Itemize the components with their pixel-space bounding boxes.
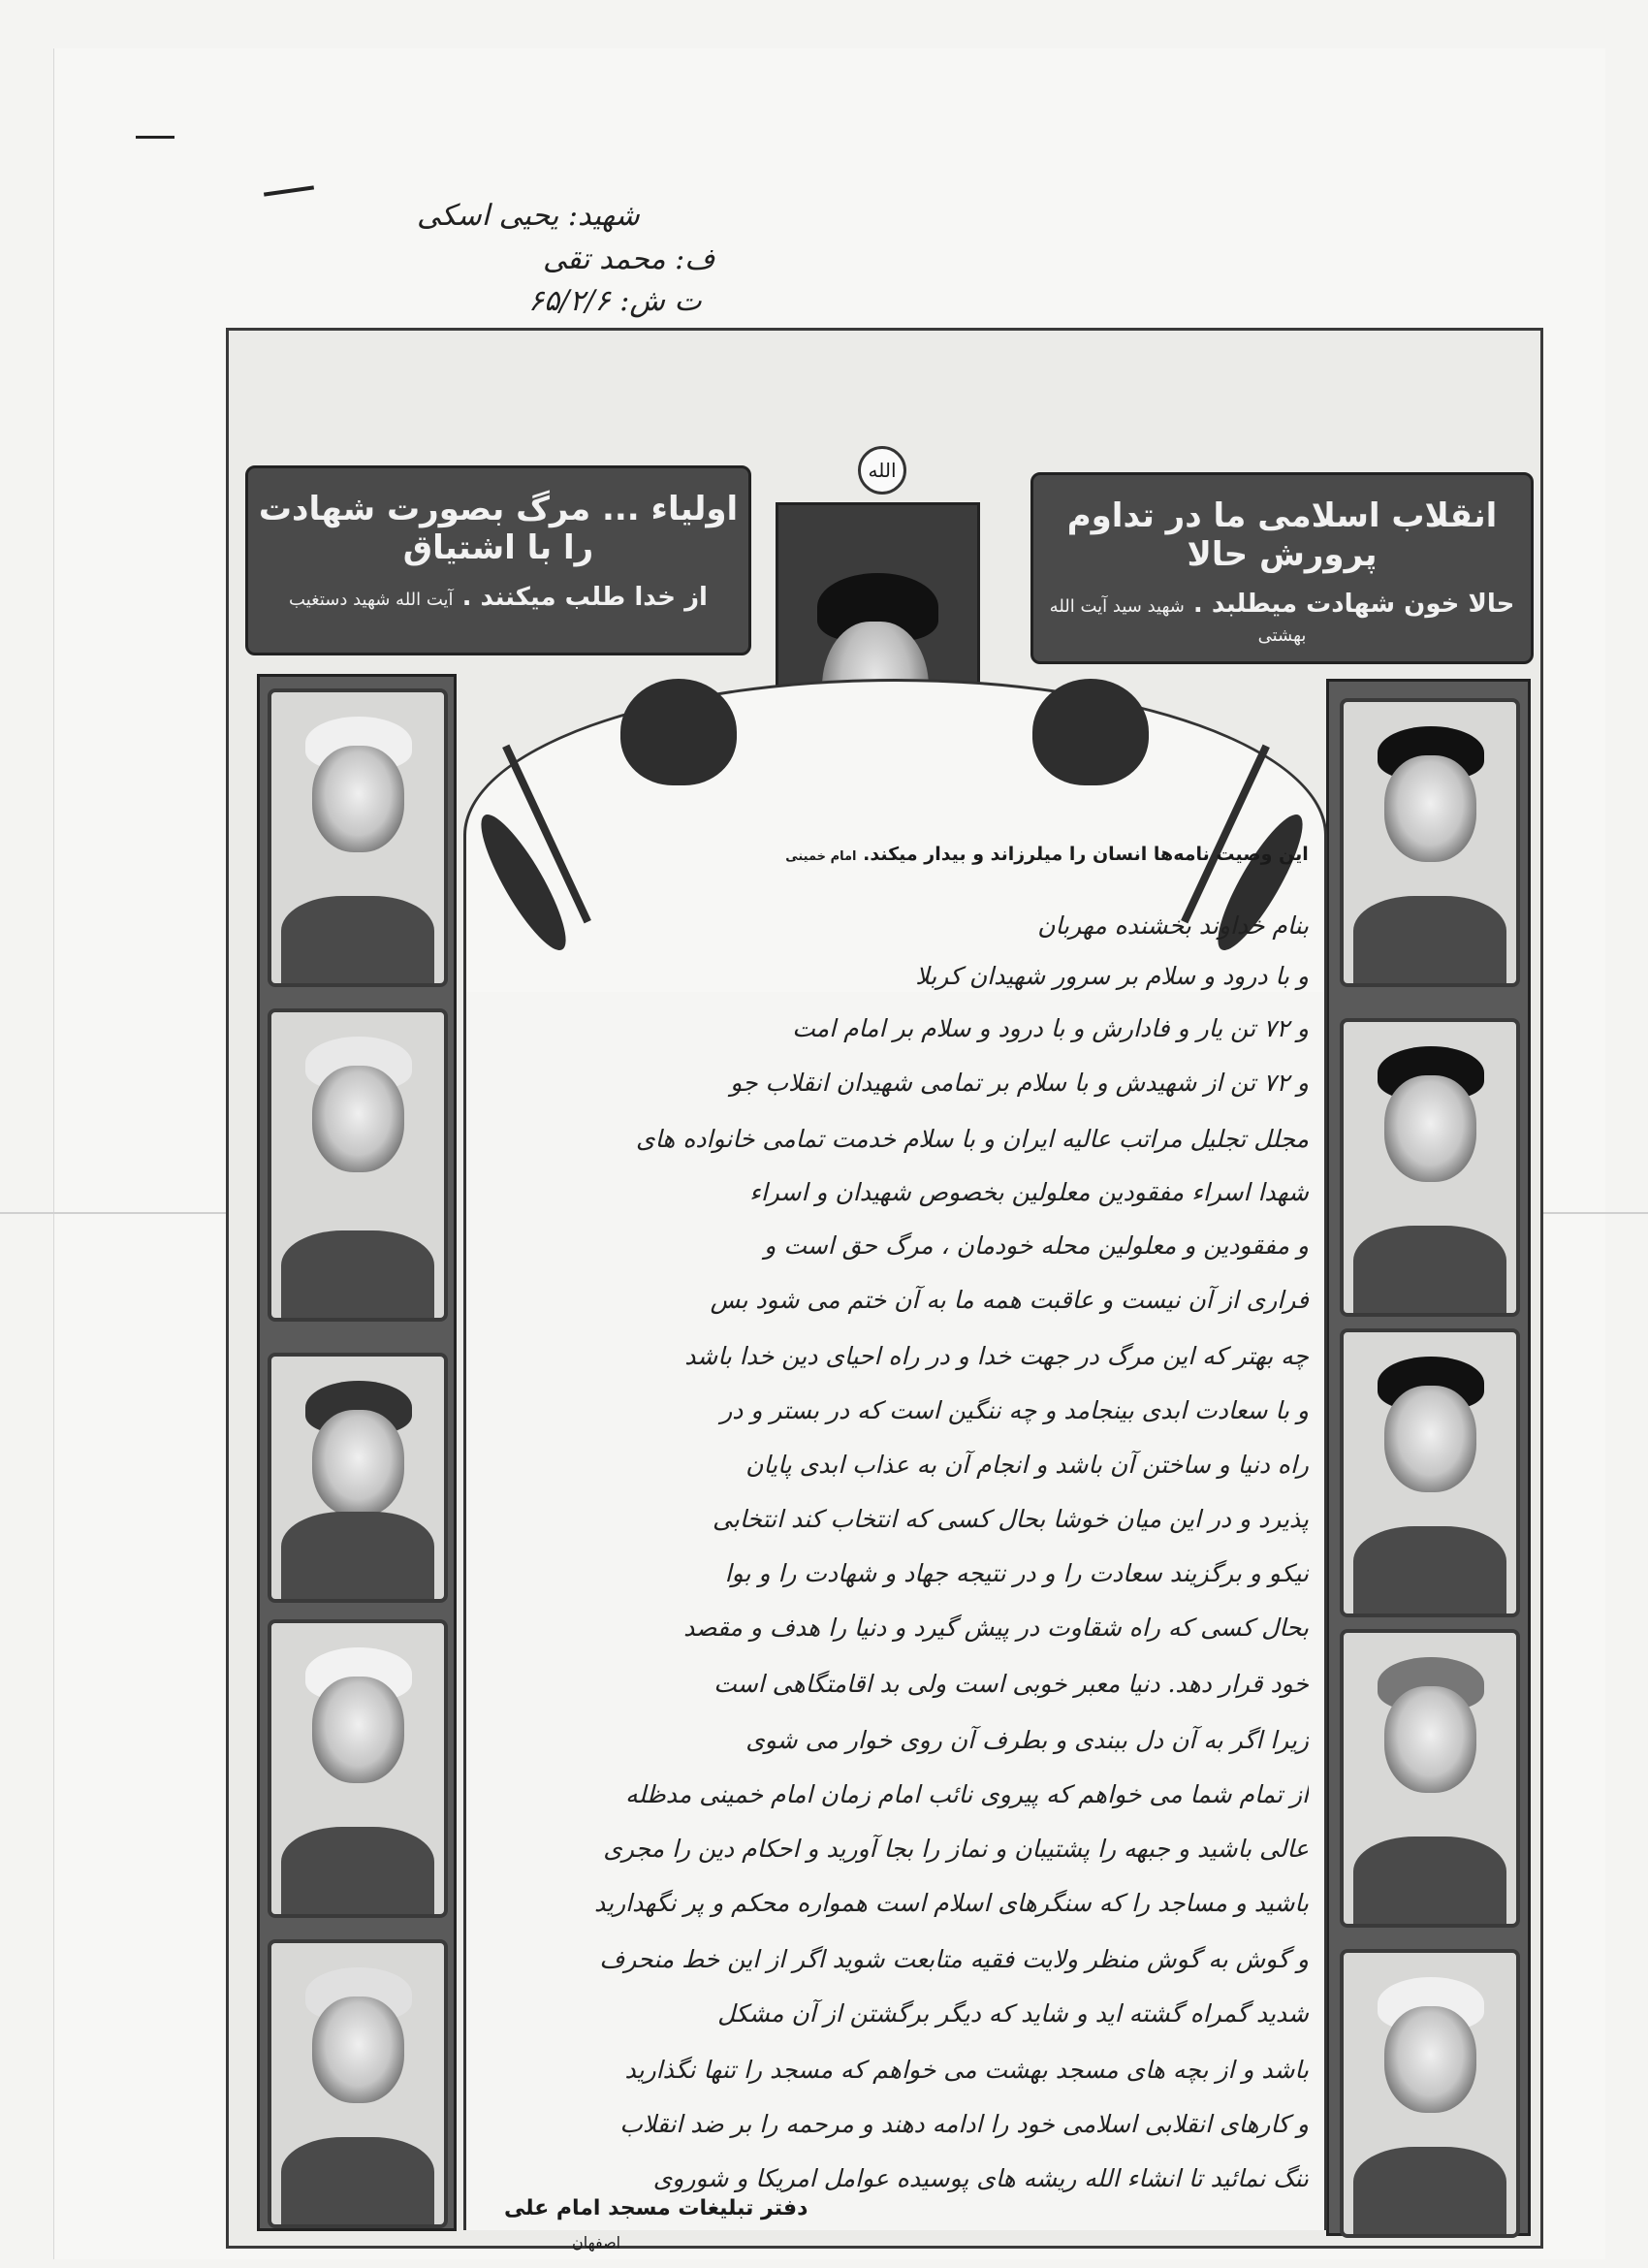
emblem-text: الله	[868, 459, 897, 482]
letter-line: بنام خداوند بخشنده مهربان	[1037, 911, 1309, 940]
footer-office: دفتر تبلیغات مسجد امام علی	[504, 2196, 808, 2220]
letter-line: باشد و از بچه های مسجد بهشت می خواهم که مسجد را تنها نگذارید	[624, 2056, 1309, 2084]
letter-line: و کارهای انقلابی اسلامی خود را ادامه دهند و مرحمه را بر ضد انقلاب	[619, 2110, 1309, 2138]
letter-line: از تمام شما می خواهم که پیروی نائب امام زمان امام خمینی مدظله	[625, 1780, 1309, 1808]
portrait-body	[281, 1827, 434, 1914]
imam-quote	[669, 844, 1425, 865]
letter-line: و ۷۲ تن یار و فادارش و با درود و سلام بر امام امت	[792, 1014, 1309, 1042]
portrait-face	[1384, 1386, 1476, 1492]
portrait-body	[1353, 1526, 1506, 1613]
flower-right-decoration	[1032, 679, 1149, 785]
portrait-body	[281, 1230, 434, 1318]
note-martyr-name: شهید: یحیی اسکی	[417, 199, 640, 233]
martyr-portrait	[268, 688, 448, 987]
portrait-face	[312, 746, 404, 852]
letter-line: شدید گمراه گشته اید و شاید که دیگر برگشتن از آن مشکل	[717, 1999, 1309, 2028]
letter-line: مجلل تجلیل مراتب عالیه ایران و با سلام خدمت تمامی خانواده های	[636, 1125, 1309, 1153]
quote-attribution: امام خمینی	[785, 849, 857, 864]
note-father-name: ف: محمد تقی	[543, 242, 715, 276]
banner-right-line2: حالا خون شهادت میطلبد . شهید سید آیت الله بهشتی	[1049, 590, 1515, 646]
letter-line: چه بهتر که این مرگ در جهت خدا و در راه احیای دین خدا باشد	[684, 1342, 1309, 1370]
banner-right-line2-text: حالا خون شهادت میطلبد	[1211, 590, 1515, 619]
portrait-face	[1384, 1686, 1476, 1793]
martyr-portrait	[1340, 1018, 1520, 1317]
martyr-portrait	[268, 1619, 448, 1918]
letter-line: و گوش به گوش منظر ولایت فقیه متابعت شوید اگر از این خط منحرف	[599, 1945, 1309, 1973]
letter-line: پذیرد و در این میان خوشا بحال کسی که انتخاب کند انتخابی	[713, 1505, 1309, 1533]
footer-city: اصفهان	[572, 2233, 621, 2252]
letter-line: بحال کسی که راه شقاوت در پیش گیرد و دنیا را هدف و مقصد	[683, 1613, 1309, 1642]
portrait-face	[312, 1677, 404, 1783]
flower-left-decoration	[620, 679, 737, 785]
letter-line: باشید و مساجد را که سنگرهای اسلام است همواره محکم و پر نگهدارید	[594, 1889, 1309, 1917]
banner-right-attribution: شهید سید آیت الله بهشتی	[1049, 596, 1307, 646]
portrait-body	[1353, 1226, 1506, 1313]
martyr-portrait	[268, 1008, 448, 1322]
martyr-portrait	[1340, 1949, 1520, 2238]
martyr-portrait	[268, 1353, 448, 1603]
martyr-portrait	[268, 1939, 448, 2228]
letter-line: و با درود و سلام بر سرور شهیدان کربلا	[915, 962, 1309, 990]
letter-line: فراری از آن نیست و عاقبت همه ما به آن ختم می شود بس	[710, 1286, 1309, 1314]
banner-left-attribution: آیت الله شهید دستغیب	[289, 590, 454, 610]
emblem-logo	[858, 446, 906, 495]
letter-line: نیکو و برگزیند سعادت را و در نتیجه جهاد و شهادت را و بوا	[724, 1559, 1309, 1587]
portrait-body	[281, 1512, 434, 1599]
portrait-face	[1384, 2006, 1476, 2113]
martyr-portrait	[1340, 698, 1520, 987]
banner-left-line2: از خدا طلب میکنند . آیت الله شهید دستغیب	[289, 583, 708, 612]
letter-line: و مفقودین و معلولین محله خودمان ، مرگ حق است و	[764, 1231, 1309, 1260]
martyr-portrait	[1340, 1629, 1520, 1928]
banner-left	[245, 465, 751, 655]
letter-line: راه دنیا و ساختن آن باشد و انجام آن به عذاب ابدی پایان	[745, 1451, 1309, 1479]
portrait-face	[312, 1410, 404, 1517]
letter-line: عالی باشید و جبهه را پشتیبان و نماز را بجا آورید و احکام دین را مجری	[603, 1835, 1309, 1863]
portrait-body	[1353, 2147, 1506, 2234]
portrait-body	[281, 896, 434, 983]
letter-line: و ۷۲ تن از شهیدش و با سلام بر تمامی شهیدان انقلاب جو	[730, 1069, 1309, 1097]
banner-left-line2-text: از خدا طلب میکنند	[480, 583, 708, 612]
letter-line: و با سعادت ابدی بینجامد و چه ننگین است که در بستر و در	[720, 1396, 1309, 1424]
banner-right	[1030, 472, 1534, 664]
portrait-body	[281, 2137, 434, 2224]
banner-right-line1: انقلاب اسلامی ما در تداوم پرورش حالا	[1066, 496, 1498, 574]
quote-text: این وصیت نامه‌ها انسان را میلرزاند و بیدار میکند.	[863, 844, 1309, 865]
letter-line: خود قرار دهد. دنیا معبر خوبی است ولی بد اقامتگاهی است	[713, 1670, 1309, 1698]
portrait-face	[312, 1066, 404, 1172]
banner-left-line1: اولیاء ... مرگ بصورت شهادت را با اشتیاق	[258, 490, 739, 567]
portrait-body	[1353, 896, 1506, 983]
martyr-portrait	[1340, 1328, 1520, 1617]
letter-arch	[463, 679, 1327, 992]
portrait-face	[1384, 1075, 1476, 1182]
portrait-face	[312, 1996, 404, 2103]
note-date: ت ش: ۶۵/۲/۶	[528, 284, 702, 318]
portrait-body	[1353, 1837, 1506, 1924]
letter-line: تنگ نمائید تا انشاء الله ریشه های پوسیده عوامل امریکا و شوروی	[652, 2164, 1309, 2192]
letter-line: زیرا اگر به آن دل ببندی و بطرف آن روی خوار می شوی	[745, 1726, 1309, 1754]
pen-mark	[136, 136, 174, 139]
letter-line: شهدا اسراء مفقودین معلولین بخصوص شهیدان و اسراء	[749, 1178, 1309, 1206]
